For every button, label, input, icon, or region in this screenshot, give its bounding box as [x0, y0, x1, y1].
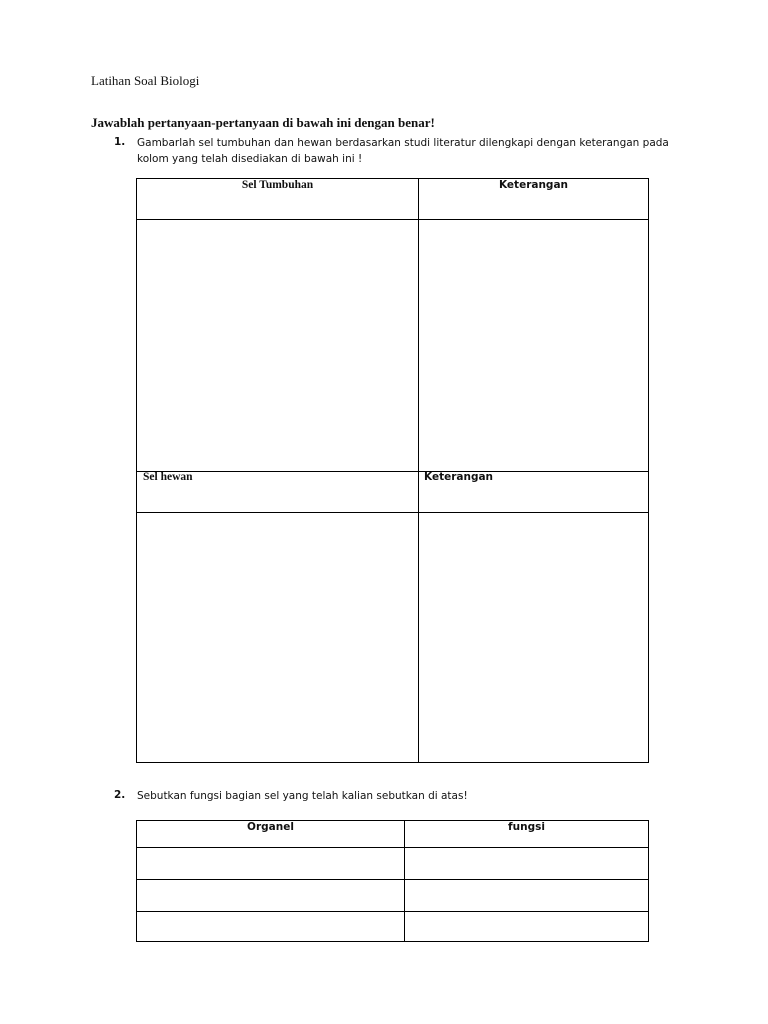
- function-cell[interactable]: [405, 880, 648, 911]
- cell-drawing-table: [136, 178, 649, 763]
- function-cell[interactable]: [405, 912, 648, 941]
- question-2-number: 2.: [114, 789, 126, 801]
- plant-notes-header: Keterangan: [498, 179, 569, 191]
- organelle-cell[interactable]: [137, 880, 404, 911]
- animal-cell-drawing-area[interactable]: [137, 513, 418, 762]
- function-cell[interactable]: [405, 848, 648, 879]
- plant-cell-drawing-area[interactable]: [137, 220, 418, 471]
- function-header: fungsi: [508, 821, 545, 833]
- organelle-cell[interactable]: [137, 912, 404, 941]
- animal-notes-area[interactable]: [419, 513, 648, 762]
- question-1-text: Gambarlah sel tumbuhan dan hewan berdasarkan studi literatur dilengkapi dengan keterangan pada kolom yang telah disediakan di bawah ini !: [137, 137, 669, 165]
- animal-notes-header: Keterangan: [424, 471, 494, 483]
- question-1-number: 1.: [114, 136, 126, 148]
- organelle-function-table: [136, 820, 649, 942]
- animal-cell-header: Sel hewan: [143, 471, 193, 483]
- row-divider: [137, 471, 648, 472]
- organelle-header: Organel: [247, 821, 294, 833]
- plant-cell-header: Sel Tumbuhan: [241, 179, 314, 191]
- instruction-text: Jawablah pertanyaan-pertanyaan di bawah ini dengan benar!: [91, 115, 435, 130]
- plant-notes-area[interactable]: [419, 220, 648, 471]
- document-title: Latihan Soal Biologi: [91, 73, 200, 88]
- question-2-text: Sebutkan fungsi bagian sel yang telah kalian sebutkan di atas!: [137, 790, 468, 802]
- organelle-cell[interactable]: [137, 848, 404, 879]
